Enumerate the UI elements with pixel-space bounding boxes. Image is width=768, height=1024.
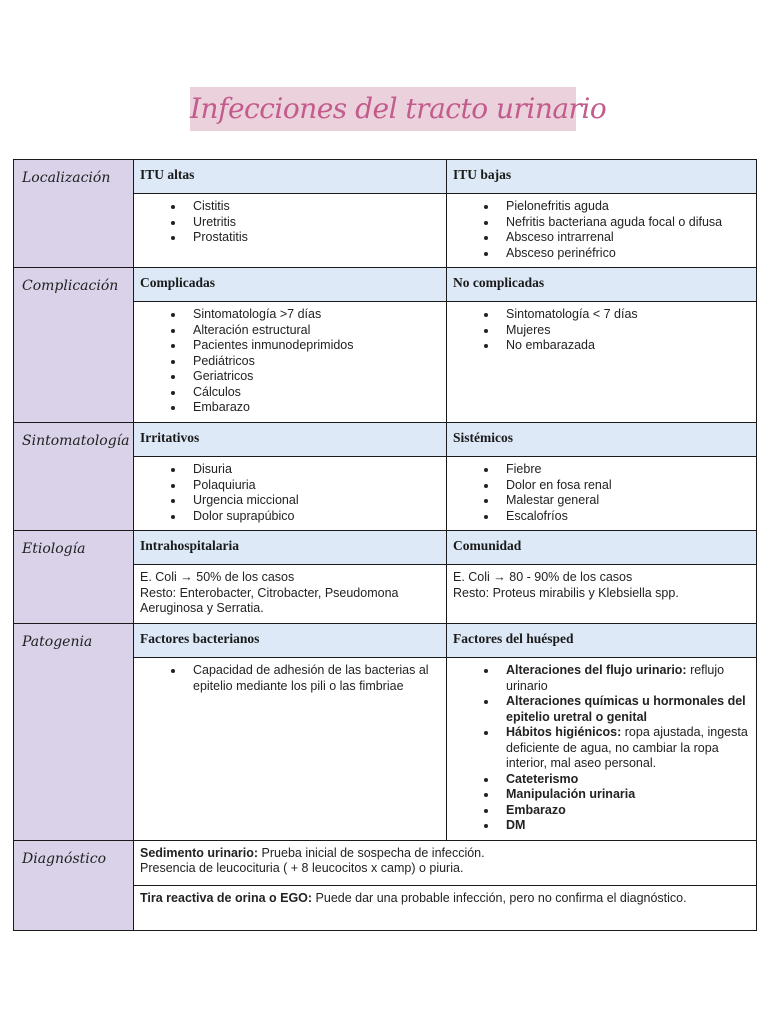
cell-sedimento-urinario [134, 840, 757, 885]
header-itu-bajas: ITU bajas [447, 160, 757, 194]
list-item: • Absceso perinéfrico [498, 246, 750, 262]
list-item: • Sintomatología < 7 días [498, 307, 750, 323]
cell-intrahospitalaria [134, 565, 447, 624]
header-irritativos: Irritativos [134, 423, 447, 457]
cell-complicadas [134, 302, 447, 423]
header-intrahospitalaria: Intrahospitalaria [134, 531, 447, 565]
etiologia-intra-line1: E. Coli → 50% de los casos [140, 570, 295, 584]
list-item: • Nefritis bacteriana aguda focal o difusa [498, 215, 750, 231]
header-factores-bacterianos: Factores bacterianos [134, 624, 447, 658]
header-factores-huesped: Factores del huésped [447, 624, 757, 658]
list-item: • Manipulación urinaria [498, 787, 750, 803]
list-complicadas [140, 307, 440, 416]
list-item: • Sintomatología >7 días [185, 307, 440, 323]
list-item: • Alteraciones químicas u hormonales del epitelio uretral o genital [498, 694, 750, 725]
list-item: • Cistitis [185, 199, 440, 215]
row-label-etiologia: Etiología [14, 531, 134, 624]
list-item: • No embarazada [498, 338, 750, 354]
list-item: • Uretritis [185, 215, 440, 231]
list-item: • Prostatitis [185, 230, 440, 246]
list-item: • Capacidad de adhesión de las bacterias al epitelio mediante los pili o las fimbriae [185, 663, 440, 694]
sedimento-line2: Presencia de leucocituria ( + 8 leucocitos x camp) o piuria. [140, 861, 464, 875]
sedimento-text: Prueba inicial de sospecha de infección. [258, 845, 485, 860]
cell-factores-bacterianos [134, 658, 447, 841]
row-label-diagnostico: Diagnóstico [14, 840, 134, 930]
list-item: • Mujeres [498, 323, 750, 339]
cell-irritativos [134, 457, 447, 531]
list-factores-bacterianos [140, 663, 440, 694]
list-item: • Fiebre [498, 462, 750, 478]
list-item: • Polaquiuria [185, 478, 440, 494]
list-sistemicos [453, 462, 750, 524]
cell-no-complicadas [447, 302, 757, 423]
list-irritativos [140, 462, 440, 524]
header-sistemicos: Sistémicos [447, 423, 757, 457]
cell-itu-altas [134, 194, 447, 268]
etiologia-intra-line2: Resto: Enterobacter, Citrobacter, Pseudomona Aeruginosa y Serratia. [140, 585, 399, 615]
list-item: • Embarazo [498, 803, 750, 819]
header-itu-altas: ITU altas [134, 160, 447, 194]
header-comunidad: Comunidad [447, 531, 757, 565]
page-title: Infecciones del tracto urinario [190, 87, 576, 131]
list-item: • Malestar general [498, 493, 750, 509]
list-item: • Urgencia miccional [185, 493, 440, 509]
list-itu-altas [140, 199, 440, 246]
row-label-patogenia: Patogenia [14, 624, 134, 841]
list-item: • Pacientes inmunodeprimidos [185, 338, 440, 354]
list-item: • Cálculos [185, 385, 440, 401]
list-item: • Absceso intrarrenal [498, 230, 750, 246]
list-item: • Dolor suprapúbico [185, 509, 440, 525]
summary-table [13, 159, 757, 931]
list-item: • Cateterismo [498, 772, 750, 788]
list-no-complicadas [453, 307, 750, 354]
list-item: • Embarazo [185, 400, 440, 416]
list-item: • DM [498, 818, 750, 834]
header-no-complicadas: No complicadas [447, 268, 757, 302]
list-item: • Pielonefritis aguda [498, 199, 750, 215]
row-label-localizacion: Localización [14, 160, 134, 268]
list-item: • Disuria [185, 462, 440, 478]
list-item: • Pediátricos [185, 354, 440, 370]
list-item: • Alteración estructural [185, 323, 440, 339]
header-complicadas: Complicadas [134, 268, 447, 302]
row-label-complicacion: Complicación [14, 268, 134, 423]
tira-title: Tira reactiva de orina o EGO: [140, 890, 313, 905]
cell-tira-reactiva [134, 885, 757, 930]
row-localizacion-header [14, 160, 757, 194]
list-item: • Hábitos higiénicos: ropa ajustada, ingesta deficiente de agua, no cambiar la ropa interior, mal aseo personal. [498, 725, 750, 772]
cell-factores-huesped [447, 658, 757, 841]
list-item: • Escalofríos [498, 509, 750, 525]
row-label-sintomatologia: Sintomatología [14, 423, 134, 531]
list-itu-bajas [453, 199, 750, 261]
cell-sistemicos [447, 457, 757, 531]
list-item: • Geriatricos [185, 369, 440, 385]
tira-text: Puede dar una probable infección, pero no confirma el diagnóstico. [312, 890, 687, 905]
sedimento-title: Sedimento urinario: [140, 845, 259, 860]
cell-itu-bajas [447, 194, 757, 268]
list-factores-huesped [453, 663, 750, 834]
etiologia-comunidad-line1: E. Coli → 80 - 90% de los casos [453, 570, 633, 584]
cell-comunidad [447, 565, 757, 624]
etiologia-comunidad-line2: Resto: Proteus mirabilis y Klebsiella spp. [453, 585, 679, 600]
list-item: • Dolor en fosa renal [498, 478, 750, 494]
list-item: • Alteraciones del flujo urinario: reflujo urinario [498, 663, 750, 694]
